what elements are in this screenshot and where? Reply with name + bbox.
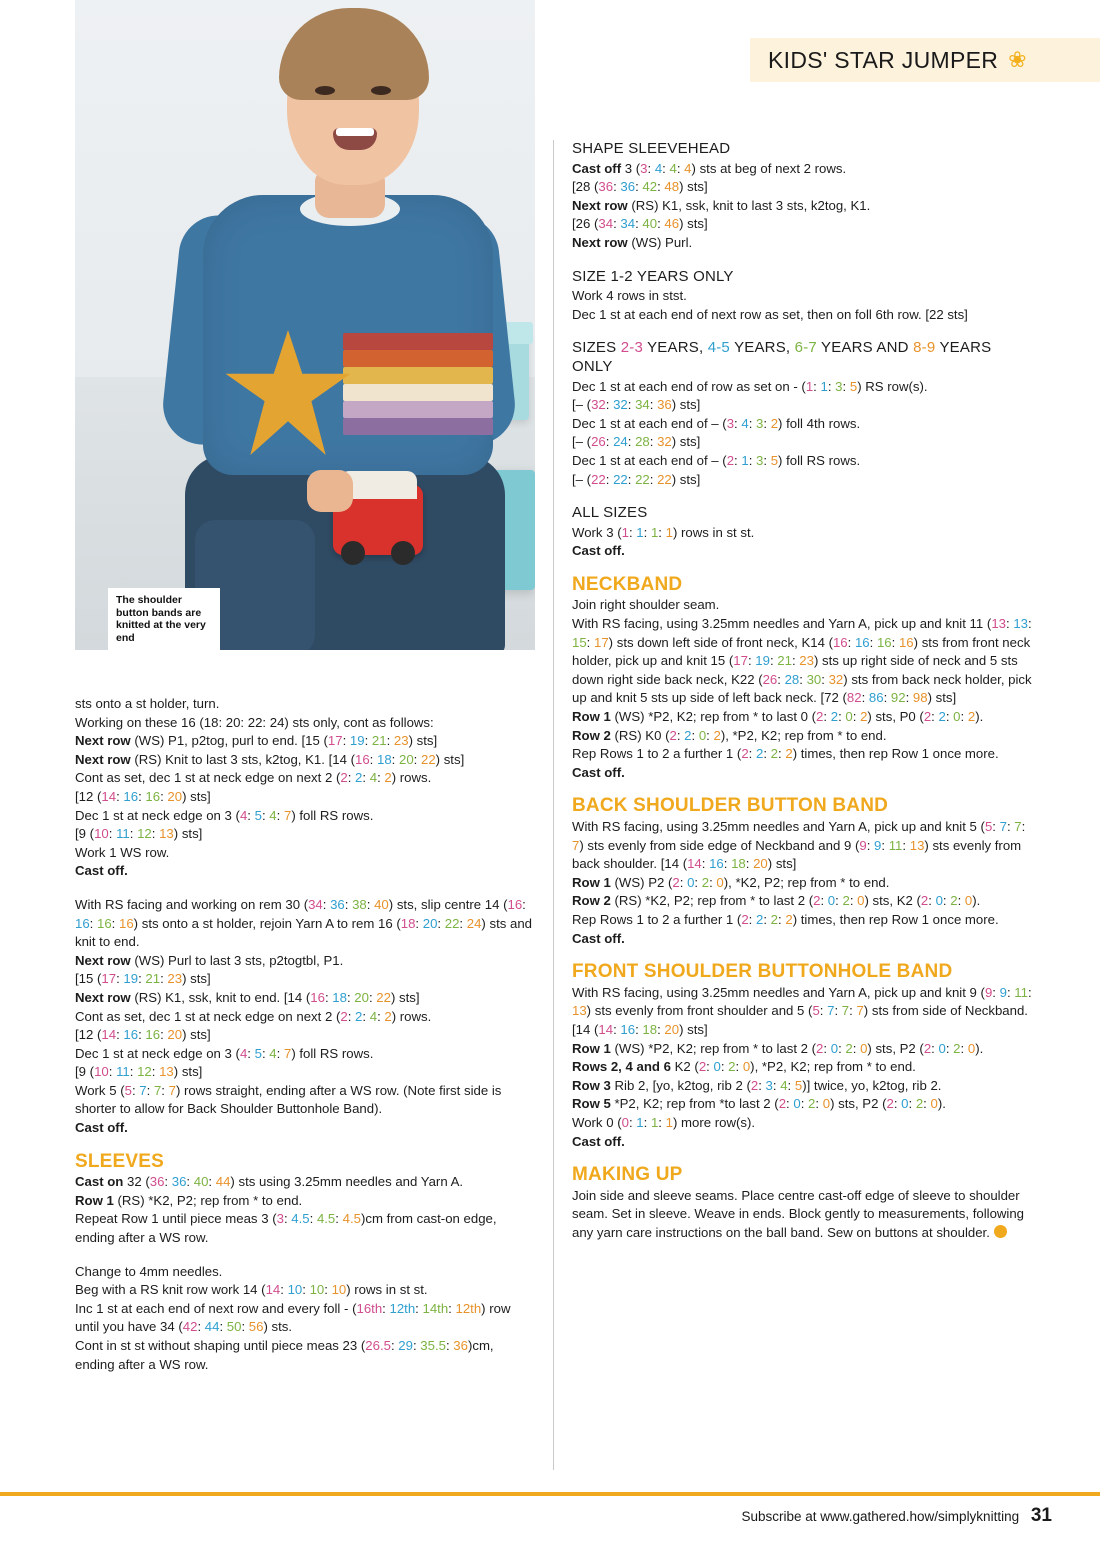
text-line: Row 5 *P2, K2; rep from *to last 2 (2: 0: 2: 0) sts, P2 (2: 0: 2: 0).: [572, 1096, 946, 1112]
text-line: [28 (36: 36: 42: 48) sts]: [572, 179, 708, 195]
footer-rule: [0, 1492, 1100, 1496]
text-line: [12 (14: 16: 16: 20) sts]: [75, 1027, 211, 1043]
text-line: Cast off.: [75, 863, 128, 879]
right-text-column: [572, 140, 1032, 1257]
child-eye-left: [315, 86, 335, 95]
text-line: Row 1 (WS) *P2, K2; rep from * to last 0 (2: 2: 0: 2) sts, P0 (2: 2: 0: 2).: [572, 709, 984, 725]
text-line: Cast off.: [572, 1133, 625, 1149]
text-line: Dec 1 st at each end of – (2: 1: 3: 5) foll RS rows.: [572, 452, 861, 468]
sleeves-section-2: [75, 1263, 535, 1375]
text-line: Next row (WS) Purl to last 3 sts, p2togtbl, P1.: [75, 952, 344, 968]
text-line: Inc 1 st at each end of next row and every foll - (16th: 12th: 14th: 12th) row until you have 34 (42: 44: 50: 56) sts.: [75, 1300, 511, 1335]
text-line: sts onto a st holder, turn.: [75, 696, 220, 711]
section-heading-neckband: NECKBAND: [572, 573, 683, 595]
text-line: Next row (RS) K1, ssk, knit to end. [14 (16: 18: 20: 22) sts]: [75, 989, 420, 1005]
text-line: [– (26: 24: 28: 32) sts]: [572, 434, 701, 450]
rainbow-stripe-yellow: [343, 367, 493, 384]
text-line: Cont as set, dec 1 st at neck edge on next 2 (2: 2: 4: 2) rows.: [75, 1008, 432, 1024]
text-line: Next row (RS) K1, ssk, knit to last 3 sts, k2tog, K1.: [572, 197, 871, 213]
sleeves-section: [75, 1150, 535, 1248]
section-heading-sleeves: SLEEVES: [75, 1150, 165, 1172]
text-line: With RS facing, using 3.25mm needles and Yarn A, pick up and knit 5 (5: 7: 7: 7) sts evenly from side edge of Neckband and 9 (9: 9: 11: 13) sts evenly from back shoulder. [14 (14: 16: 18: 20) sts]: [572, 819, 1026, 872]
text-line: Rep Rows 1 to 2 a further 1 (2: 2: 2: 2) times, then rep Row 1 once more.: [572, 746, 999, 762]
text-line: Row 2 (RS) *K2, P2; rep from * to last 2 (2: 0: 2: 0) sts, K2 (2: 0: 2: 0).: [572, 893, 981, 909]
sizes-multi-section: [572, 339, 1032, 489]
text-line: [– (22: 22: 22: 22) sts]: [572, 471, 701, 487]
text-line: Cast off 3 (3: 4: 4: 4) sts at beg of next 2 rows.: [572, 160, 847, 176]
rainbow-stripe-purple: [343, 418, 493, 435]
text-line: [15 (17: 19: 21: 23) sts]: [75, 971, 211, 987]
text-line: Work 0 (0: 1: 1: 1) more row(s).: [572, 1114, 756, 1130]
photo-caption: The shoulder button bands are knitted at the very end: [108, 588, 220, 650]
making-up-text: Join side and sleeve seams. Place centre cast-off edge of sleeve to shoulder seam. Set in sleeve. Weave in ends. Block gently to measurements, following any yarn care instructions on the ball band. Sew on buttons at shoulder.: [572, 1187, 1025, 1240]
text-line: Row 2 (RS) K0 (2: 2: 0: 2), *P2, K2; rep from * to end.: [572, 727, 887, 743]
text-line: Beg with a RS knit row work 14 (14: 10: 10: 10) rows in st st.: [75, 1282, 428, 1298]
child-eye-right: [371, 86, 391, 95]
section-heading-making-up: MAKING UP: [572, 1164, 683, 1186]
text-line: Dec 1 st at neck edge on 3 (4: 5: 4: 7) foll RS rows.: [75, 807, 374, 823]
child-mouth: [333, 128, 377, 150]
making-up-section: [572, 1166, 1032, 1242]
text-line: Row 1 (RS) *K2, P2; rep from * to end.: [75, 1192, 303, 1208]
text-line: Change to 4mm needles.: [75, 1263, 223, 1279]
footer-subscribe-text: Subscribe at www.gathered.how/simplyknitting: [741, 1509, 1020, 1524]
text-line: Cast off.: [572, 764, 625, 780]
footer: [741, 1505, 1052, 1527]
text-line: With RS facing, using 3.25mm needles and Yarn A, pick up and knit 11 (13: 13: 15: 17) sts down left side of front neck, K14 (16: 16: 16: 16) sts from front neck holder, pick up and knit 15 (17: 19: 21: 23) sts up right side of neck and 5 sts down right side back neck, K22 (26: 28: 30: 32) sts from back neck holder, pick up and knit 5 sts up side of left back neck. [72 (82: 86: 92: 98) sts]: [572, 616, 1032, 706]
text-line: [26 (34: 34: 40: 46) sts]: [572, 216, 708, 232]
text-line: Work 1 WS row.: [75, 844, 170, 860]
text-line: Next row (RS) Knit to last 3 sts, k2tog, K1. [14 (16: 18: 20: 22) sts]: [75, 751, 465, 767]
text-line: Work 3 (1: 1: 1: 1) rows in st st.: [572, 524, 755, 540]
section-heading-shape-sleevehead: SHAPE SLEEVEHEAD: [572, 140, 731, 157]
text-line: With RS facing and working on rem 30 (34: 36: 38: 40) sts, slip centre 14 (16: 16: 16: 16) sts onto a st holder, rejoin Yarn A to rem 16 (18: 20: 22: 24) sts and knit to end.: [75, 896, 532, 950]
shape-sleevehead-section: [572, 140, 1032, 253]
all-sizes-section: [572, 504, 1032, 561]
rainbow-stripe-cream: [343, 384, 493, 401]
section-heading-front-shoulder-buttonhole-band: FRONT SHOULDER BUTTONHOLE BAND: [572, 961, 953, 983]
text-line: [9 (10: 11: 12: 13) sts]: [75, 826, 203, 842]
text-line: Row 3 Rib 2, [yo, k2tog, rib 2 (2: 3: 4: 5)] twice, yo, k2tog, rib 2.: [572, 1077, 942, 1093]
front-shoulder-buttonhole-band-section: [572, 963, 1032, 1151]
rainbow-stripe-lilac: [343, 401, 493, 418]
text-line: Work 4 rows in stst.: [572, 288, 687, 304]
text-line: Cast on 32 (36: 36: 40: 44) sts using 3.25mm needles and Yarn A.: [75, 1174, 464, 1190]
text-line: Repeat Row 1 until piece meas 3 (3: 4.5: 4.5: 4.5)cm from cast-on edge, ending after a WS row.: [75, 1211, 497, 1246]
text-line: Rows 2, 4 and 6 K2 (2: 0: 2: 0), *P2, K2; rep from * to end.: [572, 1059, 916, 1075]
section-heading-back-shoulder-button-band: BACK SHOULDER BUTTON BAND: [572, 795, 889, 817]
text-line: Rep Rows 1 to 2 a further 1 (2: 2: 2: 2) times, then rep Row 1 once more.: [572, 911, 999, 927]
section-heading-size-1-2: SIZE 1-2 YEARS ONLY: [572, 267, 734, 285]
text-line: Row 1 (WS) P2 (2: 0: 2: 0), *K2, P2; rep from * to end.: [572, 874, 890, 890]
text-line: [– (32: 32: 34: 36) sts]: [572, 397, 701, 413]
text-line: Cont in st st without shaping until piece meas 23 (26.5: 29: 35.5: 36)cm, ending after a WS row.: [75, 1338, 494, 1372]
left-block-2: [75, 896, 535, 1138]
page-number: 31: [1030, 1505, 1052, 1526]
text-line: Working on these 16 (18: 20: 22: 24) sts only, cont as follows:: [75, 714, 434, 730]
text-line: Join right shoulder seam.: [572, 597, 720, 613]
text-line: Dec 1 st at each end of row as set on - (1: 1: 3: 5) RS row(s).: [572, 378, 928, 394]
text-line: Next row (WS) Purl.: [572, 234, 693, 250]
column-divider: [553, 140, 554, 1470]
child-hand: [307, 470, 353, 512]
page-header-banner: [750, 38, 1100, 82]
text-line: Cont as set, dec 1 st at neck edge on next 2 (2: 2: 4: 2) rows.: [75, 770, 432, 786]
hero-photo: [75, 0, 535, 650]
text-line: Row 1 (WS) *P2, K2; rep from * to last 2 (2: 0: 2: 0) sts, P2 (2: 0: 2: 0).: [572, 1040, 984, 1056]
back-shoulder-button-band-section: [572, 797, 1032, 948]
text-line: [9 (10: 11: 12: 13) sts]: [75, 1064, 203, 1080]
flower-icon: ❀: [1008, 47, 1027, 72]
text-line: [12 (14: 16: 16: 20) sts]: [75, 788, 211, 804]
text-line: Dec 1 st at each end of next row as set, then on foll 6th row. [22 sts]: [572, 306, 968, 322]
text-line: Next row (WS) P1, p2tog, purl to end. [15 (17: 19: 21: 23) sts]: [75, 733, 438, 749]
neckband-section: [572, 573, 1032, 783]
page-title: KIDS' STAR JUMPER: [768, 46, 999, 73]
text-line: Cast off.: [572, 930, 625, 946]
text-line: Cast off.: [75, 1120, 128, 1136]
rainbow-stripe-red: [343, 333, 493, 350]
rainbow-stripe-orange: [343, 350, 493, 367]
text-line: Cast off.: [572, 543, 625, 559]
text-line: [572, 1187, 1032, 1243]
text-line: Dec 1 st at each end of – (3: 4: 3: 2) foll 4th rows.: [572, 415, 861, 431]
section-heading-all-sizes: ALL SIZES: [572, 504, 648, 522]
end-of-article-dot-icon: [994, 1225, 1007, 1238]
size-1-2-section: [572, 268, 1032, 325]
section-heading-sizes-multi: SIZES 2-3 YEARS, 4-5 YEARS, 6-7 YEARS AND 8-9 YEARS ONLY: [572, 339, 992, 375]
text-line: Work 5 (5: 7: 7: 7) rows straight, ending after a WS row. (Note first side is shorter to allow for Back Shoulder Buttonhole Band).: [75, 1082, 502, 1117]
text-line: With RS facing, using 3.25mm needles and Yarn A, pick up and knit 9 (9: 9: 11: 13) sts evenly from front shoulder and 5 (5: 7: 7: 7) sts from side of Neckband. [14 (14: 16: 18: 20) sts]: [572, 984, 1032, 1037]
left-text-column: [75, 695, 535, 1389]
text-line: Dec 1 st at neck edge on 3 (4: 5: 4: 7) foll RS rows.: [75, 1045, 374, 1061]
left-block-1: [75, 695, 535, 881]
